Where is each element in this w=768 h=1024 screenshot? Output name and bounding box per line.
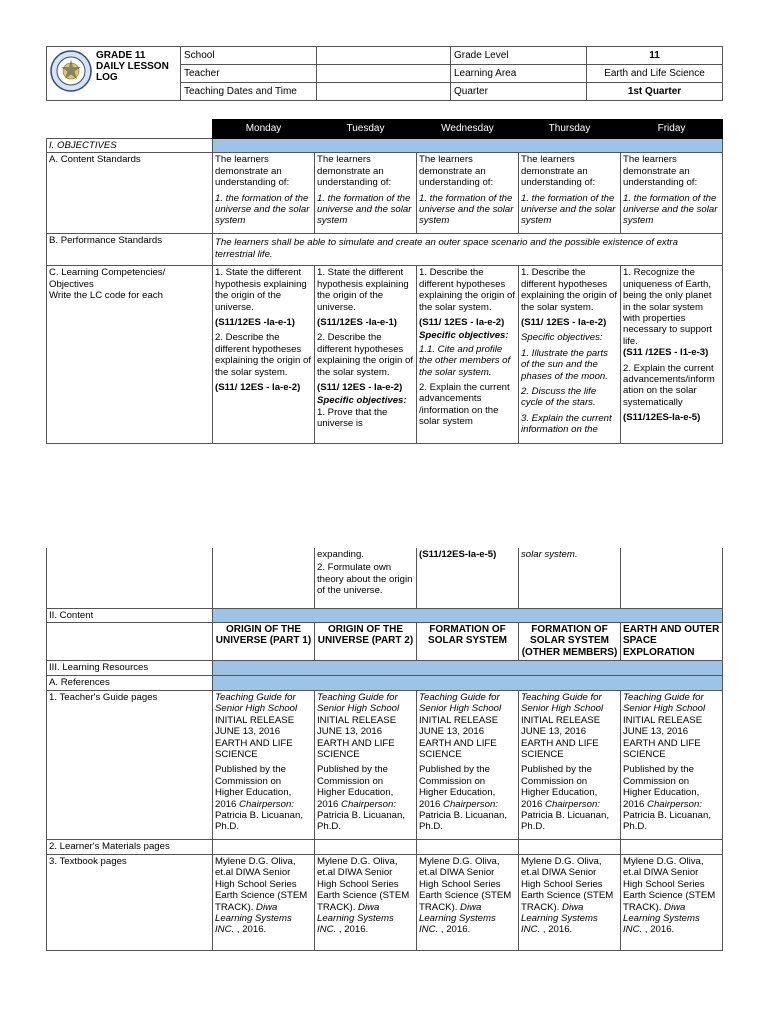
quarter-value[interactable]: 1st Quarter <box>587 83 723 101</box>
performance-standard-text: The learners shall be able to simulate and create an outer space scenario and the possible existence of extra terrestrial life. <box>213 234 723 266</box>
tb-year: , 2016. <box>644 924 675 936</box>
tb-authors: Mylene D.G. Oliva, et.al DIWA Senior High School Series Earth Science (STEM TRACK). <box>317 855 410 913</box>
lesson-log-table-page1 <box>46 119 723 444</box>
objectives-band <box>213 139 723 153</box>
tg-release: INITIAL RELEASE JUNE 13, 2016 EARTH AND LIFE SCIENCE <box>521 714 601 760</box>
tb-publisher: Diwa Learning Systems INC. <box>317 901 394 936</box>
lm-tuesday <box>315 839 417 854</box>
continuation-wednesday <box>417 548 519 608</box>
cs-text: The learners demonstrate an understanding of: <box>215 154 290 189</box>
tg-publisher <box>317 764 414 832</box>
tg-pub-pre: Published by the Commission on Higher Education, 2016 <box>317 764 394 810</box>
cont-thu-p1: solar system. <box>521 549 578 560</box>
competencies-label-line2: Write the LC code for each <box>49 290 163 302</box>
quarter-label: Quarter <box>451 83 587 101</box>
cs-detail: 1. the formation of the universe and the solar system <box>317 192 412 227</box>
tg-pub-role: Chairperson: <box>239 798 294 810</box>
competency-wednesday <box>417 266 519 444</box>
tg-monday <box>213 690 315 839</box>
day-header-blank <box>47 120 213 139</box>
cs-text: The learners demonstrate an understanding of: <box>317 154 392 189</box>
tg-pub-role: Chairperson: <box>443 798 498 810</box>
cont-tue-p1: expanding. <box>317 549 364 560</box>
teaching-dates-label: Teaching Dates and Time <box>181 83 317 101</box>
tb-wednesday <box>417 854 519 950</box>
competency-tuesday <box>315 266 417 444</box>
day-header-thursday: Thursday <box>519 120 621 139</box>
grade-level-value[interactable]: 11 <box>587 47 723 65</box>
tg-title: Teaching Guide for Senior High School <box>215 691 298 715</box>
tg-release: INITIAL RELEASE JUNE 13, 2016 EARTH AND LIFE SCIENCE <box>623 714 703 760</box>
cs-text: The learners demonstrate an understanding of: <box>419 154 494 189</box>
teachers-guide-label: 1. Teacher's Guide pages <box>47 690 213 839</box>
comp-fri-c1: (S11 /12ES - I1-e-3) <box>623 347 709 359</box>
section-content: II. Content <box>47 608 213 622</box>
comp-thu-p3: 2. Discuss the life cycle of the stars. <box>521 386 597 409</box>
tb-thursday <box>519 854 621 950</box>
tg-title: Teaching Guide for Senior High School <box>623 691 706 715</box>
day-header-monday: Monday <box>213 120 315 139</box>
comp-thu-p4: 3. Explain the current information on the <box>521 412 612 436</box>
topic-tuesday: ORIGIN OF THE UNIVERSE (PART 2) <box>315 622 417 660</box>
deped-seal-icon <box>50 50 92 92</box>
comp-mon-c2: (S11/ 12ES - Ia-e-2) <box>215 382 301 394</box>
comp-wed-spec: Specific objectives: <box>419 330 509 342</box>
learning-area-value[interactable]: Earth and Life Science <box>587 65 723 83</box>
cs-detail: 1. the formation of the universe and the solar system <box>521 192 616 227</box>
comp-mon-p1: 1. State the different hypothesis explaining the origin of the universe. <box>215 267 307 313</box>
cs-detail: 1. the formation of the universe and the solar system <box>623 192 718 227</box>
comp-tue-c2: (S11/ 12ES - Ia-e-2) <box>317 382 403 394</box>
comp-fri-p2: 2. Explain the current advancements/inform ation on the solar systematically <box>623 362 715 408</box>
tg-release: INITIAL RELEASE JUNE 13, 2016 EARTH AND LIFE SCIENCE <box>317 714 397 760</box>
section-learning-resources: III. Learning Resources <box>47 660 213 675</box>
tb-authors: Mylene D.G. Oliva, et.al DIWA Senior High School Series Earth Science (STEM TRACK). <box>419 855 512 913</box>
comp-fri-c2: (S11/12ES-Ia-e-5) <box>623 412 701 424</box>
continuation-label-cell <box>47 548 213 608</box>
continuation-monday <box>213 548 315 608</box>
tb-friday <box>621 854 723 950</box>
school-label: School <box>181 47 317 65</box>
lm-wednesday <box>417 839 519 854</box>
comp-wed-c1: (S11/ 12ES - Ia-e-2) <box>419 317 505 329</box>
comp-thu-p1: 1. Describe the different hypotheses explaining the origin of the solar system. <box>521 267 618 313</box>
tb-publisher: Diwa Learning Systems INC. <box>419 901 496 936</box>
lm-friday <box>621 839 723 854</box>
topic-thursday: FORMATION OF SOLAR SYSTEM (OTHER MEMBERS) <box>519 622 621 660</box>
content-standard-monday <box>213 153 315 234</box>
day-header-tuesday: Tuesday <box>315 120 417 139</box>
header-brand-cell <box>47 47 181 101</box>
textbook-pages-label: 3. Textbook pages <box>47 854 213 950</box>
tg-pub-role: Chairperson: <box>545 798 600 810</box>
lm-monday <box>213 839 315 854</box>
content-standards-label: A. Content Standards <box>47 153 213 234</box>
section-objectives: I. OBJECTIVES <box>47 139 213 153</box>
tb-publisher: Diwa Learning Systems INC. <box>215 901 292 936</box>
references-band <box>213 675 723 690</box>
comp-thu-spec: Specific objectives: <box>521 332 603 344</box>
comp-tue-c1: (S11/12ES -Ia-e-1) <box>317 317 397 329</box>
resources-band <box>213 660 723 675</box>
teaching-dates-value[interactable] <box>317 83 451 101</box>
tg-pub-pre: Published by the Commission on Higher Education, 2016 <box>623 764 700 810</box>
tg-pub-name: Patricia B. Licuanan, Ph.D. <box>215 809 303 833</box>
continuation-friday <box>621 548 723 608</box>
tg-pub-name: Patricia B. Licuanan, Ph.D. <box>521 809 609 833</box>
cont-wed-c1: (S11/12ES-Ia-e-5) <box>419 549 497 560</box>
learning-area-label: Learning Area <box>451 65 587 83</box>
tg-friday <box>621 690 723 839</box>
comp-tue-p2: 2. Describe the different hypotheses explaining the origin of the solar system. <box>317 332 414 378</box>
competencies-label <box>47 266 213 444</box>
day-header-friday: Friday <box>621 120 723 139</box>
tg-publisher <box>215 764 312 832</box>
tb-publisher: Diwa Learning Systems INC. <box>521 901 598 936</box>
performance-standards-label: B. Performance Standards <box>47 234 213 266</box>
topic-friday: EARTH AND OUTER SPACE EXPLORATION <box>621 622 723 660</box>
tg-publisher <box>419 764 516 832</box>
tg-pub-pre: Published by the Commission on Higher Education, 2016 <box>215 764 292 810</box>
comp-mon-p2: 2. Describe the different hypotheses explaining the origin of the solar system. <box>215 332 312 378</box>
tb-year: , 2016. <box>236 924 267 936</box>
comp-tue-spec: Specific objectives: <box>317 395 407 407</box>
tg-thursday <box>519 690 621 839</box>
competency-friday <box>621 266 723 444</box>
continuation-thursday <box>519 548 621 608</box>
competency-thursday <box>519 266 621 444</box>
comp-thu-c1: (S11/ 12ES - Ia-e-2) <box>521 317 607 329</box>
lesson-log-table-page2 <box>46 548 723 951</box>
comp-wed-p2: 1.1. Cite and profile the other members of the solar system. <box>419 343 511 378</box>
tg-title: Teaching Guide for Senior High School <box>419 691 502 715</box>
tg-publisher <box>623 764 720 832</box>
tg-pub-role: Chairperson: <box>341 798 396 810</box>
content-standard-thursday <box>519 153 621 234</box>
cs-detail: 1. the formation of the universe and the solar system <box>215 192 310 227</box>
content-band <box>213 608 723 622</box>
tg-title: Teaching Guide for Senior High School <box>521 691 604 715</box>
tb-authors: Mylene D.G. Oliva, et.al DIWA Senior High School Series Earth Science (STEM TRACK). <box>521 855 614 913</box>
tb-publisher: Diwa Learning Systems INC. <box>623 901 700 936</box>
brand-line-2: DAILY LESSON <box>96 61 169 72</box>
content-standard-friday <box>621 153 723 234</box>
topic-label-cell <box>47 622 213 660</box>
brand-line-1: GRADE 11 <box>96 50 146 61</box>
topic-monday: ORIGIN OF THE UNIVERSE (PART 1) <box>213 622 315 660</box>
tg-pub-name: Patricia B. Licuanan, Ph.D. <box>623 809 711 833</box>
tg-pub-role: Chairperson: <box>647 798 702 810</box>
tg-pub-pre: Published by the Commission on Higher Education, 2016 <box>419 764 496 810</box>
cs-text: The learners demonstrate an understanding of: <box>521 154 596 189</box>
header-table <box>46 46 723 101</box>
cont-tue-p2: 2. Formulate own theory about the origin of the universe. <box>317 562 413 597</box>
tg-release: INITIAL RELEASE JUNE 13, 2016 EARTH AND LIFE SCIENCE <box>215 714 295 760</box>
cs-detail: 1. the formation of the universe and the solar system <box>419 192 514 227</box>
tb-monday <box>213 854 315 950</box>
continuation-tuesday <box>315 548 417 608</box>
comp-tue-p3: 1. Prove that the universe is <box>317 406 388 430</box>
tg-pub-pre: Published by the Commission on Higher Education, 2016 <box>521 764 598 810</box>
learners-materials-label: 2. Learner's Materials pages <box>47 839 213 854</box>
tg-title: Teaching Guide for Senior High School <box>317 691 400 715</box>
tg-wednesday <box>417 690 519 839</box>
content-standard-tuesday <box>315 153 417 234</box>
tb-authors: Mylene D.G. Oliva, et.al DIWA Senior High School Series Earth Science (STEM TRACK). <box>623 855 716 913</box>
section-references: A. References <box>47 675 213 690</box>
brand-line-3: LOG <box>96 72 118 83</box>
competency-monday <box>213 266 315 444</box>
tb-year: , 2016. <box>440 924 471 936</box>
cs-text: The learners demonstrate an understanding of: <box>623 154 698 189</box>
tg-pub-name: Patricia B. Licuanan, Ph.D. <box>317 809 405 833</box>
comp-tue-p1: 1. State the different hypothesis explaining the origin of the universe. <box>317 267 409 313</box>
tg-publisher <box>521 764 618 832</box>
teacher-value[interactable] <box>317 65 451 83</box>
topic-wednesday: FORMATION OF SOLAR SYSTEM <box>417 622 519 660</box>
day-header-wednesday: Wednesday <box>417 120 519 139</box>
content-standard-wednesday <box>417 153 519 234</box>
tb-authors: Mylene D.G. Oliva, et.al DIWA Senior High School Series Earth Science (STEM TRACK). <box>215 855 308 913</box>
grade-level-label: Grade Level <box>451 47 587 65</box>
comp-thu-p2: 1. Illustrate the parts of the sun and the phases of the moon. <box>521 347 608 382</box>
tg-pub-name: Patricia B. Licuanan, Ph.D. <box>419 809 507 833</box>
comp-wed-p3: 2. Explain the current advancements /information on the solar system <box>419 382 510 428</box>
comp-wed-p1: 1. Describe the different hypotheses explaining the origin of the solar system. <box>419 267 516 313</box>
tb-year: , 2016. <box>542 924 573 936</box>
comp-fri-p1: 1. Recognize the uniqueness of Earth, being the only planet in the solar system with properties necessary to support life. <box>623 267 713 347</box>
tb-tuesday <box>315 854 417 950</box>
competencies-label-line1: C. Learning Competencies/ Objectives <box>49 267 166 290</box>
teacher-label: Teacher <box>181 65 317 83</box>
tb-year: , 2016. <box>338 924 369 936</box>
lm-thursday <box>519 839 621 854</box>
tg-release: INITIAL RELEASE JUNE 13, 2016 EARTH AND LIFE SCIENCE <box>419 714 499 760</box>
school-value[interactable] <box>317 47 451 65</box>
tg-tuesday <box>315 690 417 839</box>
comp-mon-c1: (S11/12ES -Ia-e-1) <box>215 317 295 329</box>
